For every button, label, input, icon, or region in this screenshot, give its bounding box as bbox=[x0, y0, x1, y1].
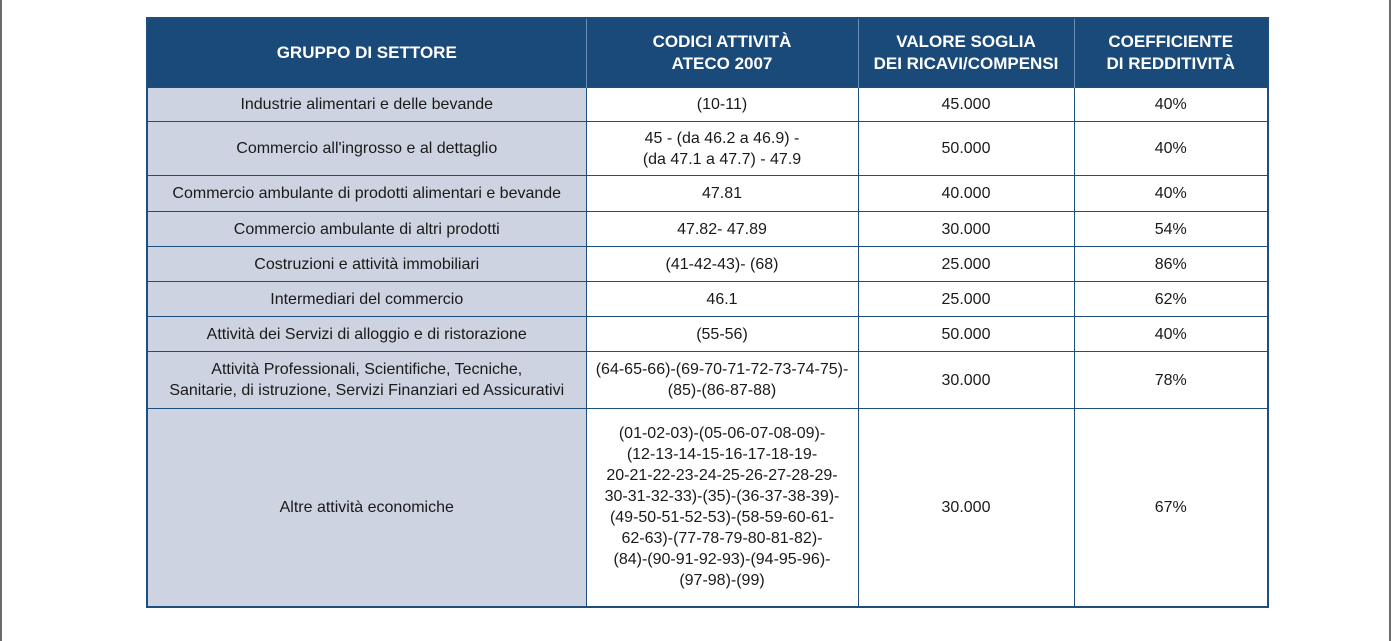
codes-cell: 46.1 bbox=[586, 282, 858, 317]
sector-cell: Attività dei Servizi di alloggio e di ristorazione bbox=[147, 317, 586, 352]
threshold-cell: 50.000 bbox=[858, 317, 1074, 352]
codes-cell: 47.82- 47.89 bbox=[586, 212, 858, 247]
sector-cell: Altre attività economiche bbox=[147, 409, 586, 607]
header-codici-attivita: CODICI ATTIVITÀ ATECO 2007 bbox=[586, 18, 858, 88]
table-row bbox=[147, 88, 1268, 122]
codes-cell: 45 - (da 46.2 a 46.9) - (da 47.1 a 47.7) - 47.9 bbox=[586, 122, 858, 176]
table-row bbox=[147, 282, 1268, 317]
coefficient-cell: 40% bbox=[1074, 88, 1268, 122]
threshold-cell: 50.000 bbox=[858, 122, 1074, 176]
header-coefficiente: COEFFICIENTE DI REDDITIVITÀ bbox=[1074, 18, 1268, 88]
codes-cell: (64-65-66)-(69-70-71-72-73-74-75)- (85)-(86-87-88) bbox=[586, 352, 858, 409]
threshold-cell: 25.000 bbox=[858, 247, 1074, 282]
codes-cell: 47.81 bbox=[586, 176, 858, 212]
table-row bbox=[147, 176, 1268, 212]
codes-cell: (55-56) bbox=[586, 317, 858, 352]
table-row bbox=[147, 212, 1268, 247]
table-row bbox=[147, 352, 1268, 409]
threshold-cell: 25.000 bbox=[858, 282, 1074, 317]
coefficient-cell: 40% bbox=[1074, 176, 1268, 212]
table-row bbox=[147, 122, 1268, 176]
coefficient-cell: 62% bbox=[1074, 282, 1268, 317]
sector-cell: Commercio ambulante di altri prodotti bbox=[147, 212, 586, 247]
threshold-cell: 40.000 bbox=[858, 176, 1074, 212]
page-border-left bbox=[0, 0, 2, 641]
table-row bbox=[147, 247, 1268, 282]
threshold-cell: 30.000 bbox=[858, 409, 1074, 607]
codes-cell: (41-42-43)- (68) bbox=[586, 247, 858, 282]
header-valore-soglia: VALORE SOGLIA DEI RICAVI/COMPENSI bbox=[858, 18, 1074, 88]
sector-cell: Industrie alimentari e delle bevande bbox=[147, 88, 586, 122]
coefficient-cell: 67% bbox=[1074, 409, 1268, 607]
threshold-cell: 30.000 bbox=[858, 352, 1074, 409]
coefficient-cell: 40% bbox=[1074, 317, 1268, 352]
coefficient-cell: 40% bbox=[1074, 122, 1268, 176]
threshold-cell: 45.000 bbox=[858, 88, 1074, 122]
sector-cell: Attività Professionali, Scientifiche, Tecniche, Sanitarie, di istruzione, Servizi Finanziari ed Assicurativi bbox=[147, 352, 586, 409]
table-row bbox=[147, 409, 1268, 607]
sector-cell: Costruzioni e attività immobiliari bbox=[147, 247, 586, 282]
sector-cell: Intermediari del commercio bbox=[147, 282, 586, 317]
coefficient-cell: 86% bbox=[1074, 247, 1268, 282]
sector-cell: Commercio ambulante di prodotti alimentari e bevande bbox=[147, 176, 586, 212]
sector-cell: Commercio all'ingrosso e al dettaglio bbox=[147, 122, 586, 176]
threshold-cell: 30.000 bbox=[858, 212, 1074, 247]
coefficient-cell: 54% bbox=[1074, 212, 1268, 247]
coefficient-cell: 78% bbox=[1074, 352, 1268, 409]
codes-cell: (01-02-03)-(05-06-07-08-09)- (12-13-14-15-16-17-18-19- 20-21-22-23-24-25-26-27-28-29- 30-31-32-33)-(35)-(36-37-38-39)- (49-50-51-52-53)-(58-59-60-61- 62-63)-(77-78-79-80-81-82)- (84)-(90-91-92-93)-(94-95-96)- (97-98)-(99) bbox=[586, 409, 858, 607]
codes-cell: (10-11) bbox=[586, 88, 858, 122]
table-header-row bbox=[147, 18, 1268, 88]
header-gruppo-di-settore: GRUPPO DI SETTORE bbox=[147, 18, 586, 88]
table-row bbox=[147, 317, 1268, 352]
sector-thresholds-table bbox=[146, 17, 1269, 608]
